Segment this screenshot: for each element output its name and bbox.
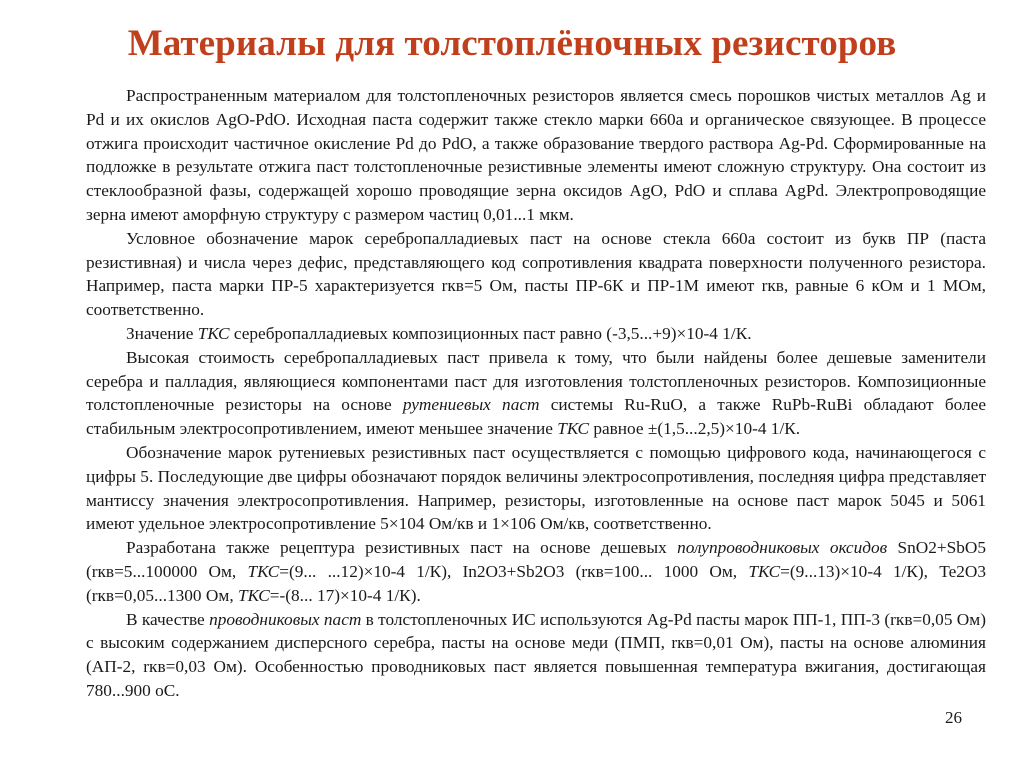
italic-term: ТКС [557, 419, 590, 439]
italic-term: ТКС [197, 323, 230, 343]
slide-title: Материалы для толстоплёночных резисторов [127, 23, 897, 64]
text-run: =(9... ...12)×10-4 1/К), In2O3+Sb2O3 (rкв=100... 1000 Ом, [279, 561, 749, 581]
italic-term: ТКС [237, 585, 270, 605]
slide-body [86, 84, 986, 703]
italic-term: проводниковых паст [209, 609, 362, 629]
text-run: Высокая стоимость серебропалладиевых паст привела к тому, что были найдены более дешевые заменители серебра и палладия, являющиеся компонентами паст для изготовления толстопленочных резисторов. Композиционные толстопленочные резисторы на основе [86, 347, 986, 415]
text-run: системы Ru-RuO, а также RuPb-RuBi обладают более стабильным электросопротивлением, имеют меньшее значение [86, 395, 987, 439]
text-run: =(9...13)×10-4 1/К), Te2O3 (rкв=0,05...1300 Ом, [86, 561, 986, 605]
italic-term: ТКС [247, 561, 280, 581]
text-run: В качестве [126, 609, 210, 629]
text-run: Распространенным материалом для толстопленочных резисторов является смесь порошков чистых металлов Ag и Pd и их окислов AgO-PdO. Исходная паста содержит также стекло марки 660а и органическое связующее. В процессе отжига происходит частичное окисление Pd до PdO, а также образование твердого раствора Ag-Pd. Сформированные на подложке в результате отжига паст толстопленочные резистивные элементы имеют сложную структуру. Она состоит из стеклообразной фазы, содержащей хорошо проводящие зерна оксидов AgO, PdO и сплава AgPd. Электропроводящие зерна имеют аморфную структуру с размером частиц 0,01...1 мкм. [86, 86, 986, 224]
text-run: Обозначение марок рутениевых резистивных паст осуществляется с помощью цифрового кода, начинающегося с цифры 5. Последующие две цифры обозначают порядок величины электросопротивления, последняя цифра представляет мантиссу значения электросопротивления. Например, резисторы, изготовленные на основе паст марок 5045 и 5061 имеют удельное электросопротивление 5×104 Ом/кв и 1×106 Ом/кв, соответственно. [86, 442, 986, 534]
text-run: равное ±(1,5...2,5)×10-4 1/К. [589, 419, 801, 439]
paragraph [86, 608, 986, 703]
italic-term: полупроводниковых оксидов [677, 538, 888, 558]
paragraph [86, 322, 986, 346]
page-number: 26 [945, 708, 962, 727]
text-run: серебропалладиевых композиционных паст равно (-3,5...+9)×10-4 1/К. [229, 323, 752, 343]
text-run: Условное обозначение марок серебропалладиевых паст на основе стекла 660а состоит из букв ПР (паста резистивная) и числа через дефис, представляющего код сопротивления квадрата поверхности полученного резистора. Например, паста марки ПР-5 характеризуется rкв=5 Ом, пасты ПР-6К и ПР-1М имеют rкв, равные 6 кОм и 1 МОм, соответственно. [86, 228, 986, 320]
paragraph [86, 346, 986, 441]
paragraph [86, 441, 986, 536]
text-run: Разработана также рецептура резистивных паст на основе дешевых [126, 538, 678, 558]
paragraph [86, 84, 986, 227]
italic-term: рутениевых паст [402, 395, 540, 415]
italic-term: ТКС [748, 561, 781, 581]
paragraph [86, 227, 986, 322]
paragraph [86, 536, 986, 607]
text-run: =-(8... 17)×10-4 1/К). [269, 585, 421, 605]
text-run: в толстопленочных ИС используются Ag-Pd пасты марок ПП-1, ПП-3 (rкв=0,05 Ом) с высоким содержанием дисперсного серебра, пасты на основе меди (ПМП, rкв=0,01 Ом), пасты на основе алюминия (АП-2, rкв=0,03 Ом). Особенностью проводниковых паст является повышенная температура вжигания, достигающая 780...900 оС. [86, 609, 986, 700]
text-run: SnO2+SbO5 (rкв=5...100000 Ом, [86, 538, 987, 581]
text-run: Значение [126, 323, 198, 343]
